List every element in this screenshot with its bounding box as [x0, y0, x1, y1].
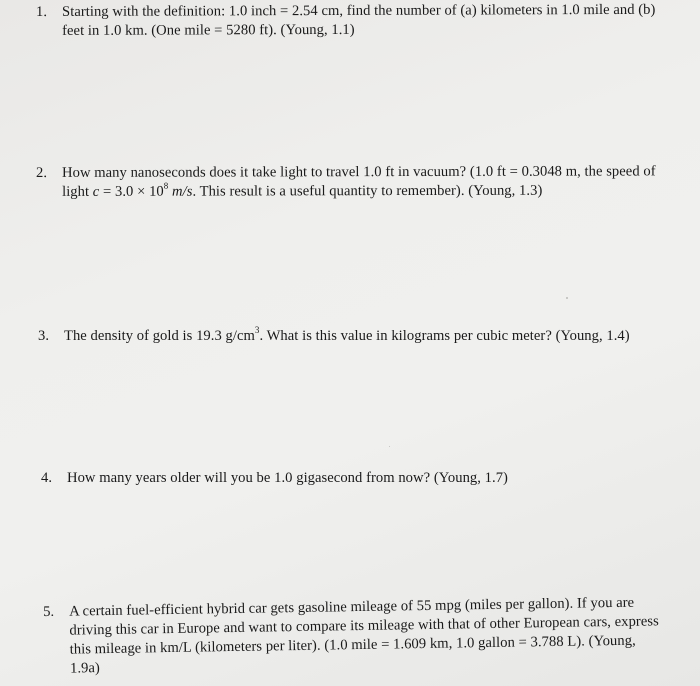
paper-speck: [566, 297, 568, 299]
paper-speck: [389, 446, 390, 447]
text-fragment: . What is this value in kilograms per cubic meter? (Young, 1.4): [259, 328, 630, 344]
problem-5: [43, 593, 660, 679]
exponent: 8: [163, 180, 169, 191]
text-fragment: = 3.0 × 10: [99, 183, 164, 200]
problem-number: 3.: [38, 328, 50, 344]
problem-number: 1.: [36, 3, 48, 20]
math-symbol: c: [92, 183, 100, 200]
problem-line: feet in 1.0 km. (One mile = 5280 ft). (Young, 1.1): [62, 21, 355, 39]
problem-2: [36, 162, 656, 202]
problem-text: [69, 593, 660, 678]
problem-line: [62, 181, 656, 202]
problem-4: [41, 469, 508, 488]
text-fragment: . This result is a useful quantity to remember). (Young, 1.3): [192, 182, 543, 200]
problem-number: 4.: [41, 470, 53, 486]
problem-1: [36, 1, 656, 41]
text-fragment: light: [62, 183, 93, 200]
problem-text: [62, 1, 656, 41]
problem-number: 2.: [36, 164, 48, 181]
problem-line: driving this car in Europe and want to compare its mileage with that of other European cars, express: [69, 613, 659, 639]
problem-number: 5.: [43, 603, 55, 620]
math-unit: m/s: [168, 183, 193, 200]
text-fragment: The density of gold is 19.3 g/cm: [64, 328, 255, 344]
problem-line: A certain fuel-efficient hybrid car gets gasoline mileage of 55 mpg (miles per gallon). If you are: [69, 594, 635, 620]
problem-3: [38, 327, 630, 346]
problem-line: this mileage in km/L (kilometers per liter). (1.0 mile = 1.609 km, 1.0 gallon = 3.788 L). (Young,: [69, 632, 636, 658]
problem-line: How many years older will you be 1.0 gigasecond from now? (Young, 1.7): [67, 470, 508, 486]
problem-line: How many nanoseconds does it take light to travel 1.0 ft in vacuum? (1.0 ft = 0.3048 m, the speed of: [62, 163, 656, 181]
problem-text: [64, 327, 630, 346]
problem-line: [64, 327, 630, 346]
problem-text: [67, 469, 508, 488]
problem-text: [62, 162, 656, 202]
problem-line: Starting with the definition: 1.0 inch = 2.54 cm, find the number of (a) kilometers in 1.0 mile and (b): [62, 1, 656, 20]
exponent: 3: [254, 325, 260, 336]
problem-line: 1.9a): [69, 660, 100, 677]
